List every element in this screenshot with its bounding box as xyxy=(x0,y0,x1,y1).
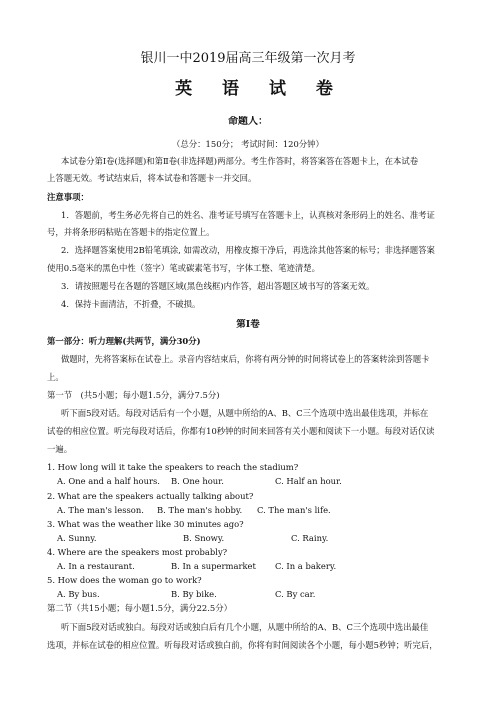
option-b: B. In a supermarket xyxy=(171,561,256,571)
notes-heading: 注意事项： xyxy=(47,192,89,202)
note-2-line-1: 2．选择题答案使用2B铅笔填涂, 如需改动，用橡皮擦干净后，再选涂其他答案的标号；非选择题答案 xyxy=(61,245,435,255)
part-1-instruction-line-2: 上。 xyxy=(47,372,64,382)
question-5: 5. How does the woman go to work? xyxy=(47,575,202,585)
option-a: A. One and a half hours. xyxy=(57,476,160,486)
intro-line-1: 本试卷分第Ⅰ卷(选择题)和第Ⅱ卷(非选择题)两部分。考生作答时，将答案答在答题卡上，在本试卷 xyxy=(61,156,419,166)
option-b: B. Snowy. xyxy=(183,533,225,543)
volume-1-heading: 第Ⅰ卷 xyxy=(236,319,260,330)
section-1-heading: 第一节 (共5小题；每小题1.5分，满分7.5分) xyxy=(47,390,220,400)
question-5-options xyxy=(47,589,449,600)
question-3-options xyxy=(47,533,449,544)
question-4-options xyxy=(47,561,449,572)
section-2-instruction-line-2: 选项，并标在试卷的相应位置。听每段对话或独白前，你将有时间阅读各个小题，每小题5秒钟；听完后， xyxy=(47,640,438,650)
subject-title: 英 语 试 卷 xyxy=(175,79,345,99)
section-1-instruction-line-2: 试卷的相应位置。听完每段对话后，你都有10秒钟的时间来回答有关小题和阅读下一小题。每段对话仅读 xyxy=(47,426,435,436)
question-2: 2. What are the speakers actually talking about? xyxy=(47,491,254,501)
question-4: 4. Where are the speakers most probably? xyxy=(47,547,228,557)
option-c: C. By car. xyxy=(275,589,316,599)
note-1-line-1: 1．答题前，考生务必先将自己的姓名、准考证号填写在答题卡上，认真核对条形码上的姓名、准考证 xyxy=(61,210,435,220)
option-b: B. By bike. xyxy=(171,589,217,599)
option-c: C. Rainy. xyxy=(291,533,329,543)
author-line: 命题人： xyxy=(228,116,268,127)
option-a: A. By bus. xyxy=(57,589,100,599)
school-title: 银川一中2019届高三年级第一次月考 xyxy=(140,51,356,66)
option-c: C. Half an hour. xyxy=(275,476,342,486)
section-2-instruction-line-1: 听下面5段对话或独白。每段对话或独白后有几个小题，从题中所给的A、B、C三个选项中选出最佳 xyxy=(61,622,429,632)
option-b: B. The man's hobby. xyxy=(157,505,243,515)
exam-meta: （总分：150分； 考试时间：120分钟） xyxy=(172,139,324,149)
note-1-line-2: 号，并将条形码粘贴在答题卡的指定位置上。 xyxy=(47,227,215,237)
note-4: 4．保持卡面清洁，不折叠，不破损。 xyxy=(61,299,201,309)
option-a: A. The man's lesson. xyxy=(57,505,144,515)
question-1: 1. How long will it take the speakers to reach the stadium? xyxy=(47,462,299,472)
intro-line-2: 上答题无效。考试结束后，将本试卷和答题卡一并交回。 xyxy=(47,173,257,183)
section-1-instruction-line-3: 一遍。 xyxy=(47,444,73,454)
question-3: 3. What was the weather like 30 minutes ago? xyxy=(47,519,244,529)
question-2-options xyxy=(47,505,449,516)
option-c: C. The man's life. xyxy=(257,505,331,515)
option-a: A. Sunny. xyxy=(57,533,97,543)
section-2-heading: 第二节（共15小题；每小题1.5分，满分22.5分） xyxy=(47,603,232,613)
question-1-options xyxy=(47,476,449,487)
option-a: A. In a restaurant. xyxy=(57,561,135,571)
part-1-heading: 第一部分：听力理解(共两节，满分30分) xyxy=(47,336,201,346)
option-b: B. One hour. xyxy=(171,476,224,486)
note-2-line-2: 使用0.5毫米的黑色中性（签字）笔或碳素笔书写，字体工整、笔迹清楚。 xyxy=(47,263,320,273)
note-3: 3．请按照题号在各题的答题区域(黑色线框)内作答，超出答题区域书写的答案无效。 xyxy=(61,281,375,291)
part-1-instruction-line-1: 做题时，先将答案标在试卷上。录音内容结束后，你将有两分钟的时间将试卷上的答案转涂到答题卡 xyxy=(61,354,430,364)
section-1-instruction-line-1: 听下面5段对话。每段对话后有一个小题，从题中所给的A、B、C三个选项中选出最佳选项，并标在 xyxy=(61,408,429,418)
option-c: C. In a bakery. xyxy=(275,561,337,571)
